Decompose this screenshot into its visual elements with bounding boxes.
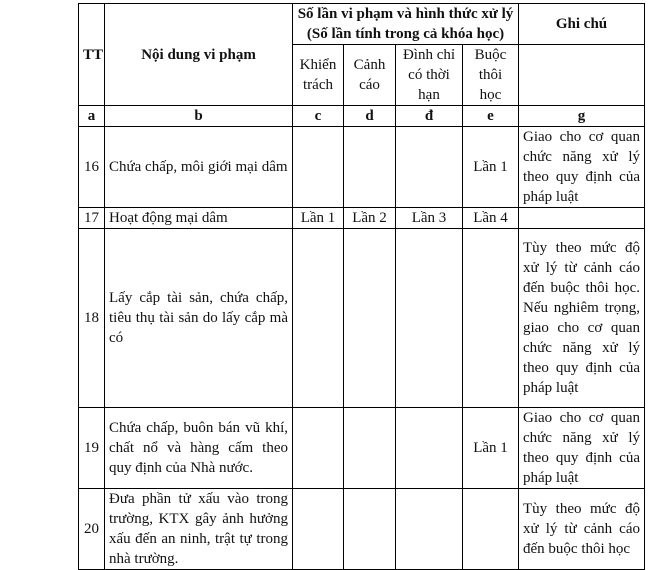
- row-tt: 18: [79, 229, 105, 408]
- header-tt: TT: [79, 4, 105, 106]
- header-suspension: Đình chỉ có thời hạn: [396, 45, 463, 106]
- row-suspension: [396, 127, 463, 208]
- table-row: [79, 229, 645, 408]
- row-tt: 20: [79, 489, 105, 570]
- row-warning: Lần 2: [344, 208, 396, 229]
- header-row-1: [79, 4, 645, 45]
- column-letter-row: [79, 106, 645, 127]
- letter-expulsion: e: [463, 106, 519, 127]
- row-reprimand: [293, 408, 344, 489]
- row-expulsion: [463, 229, 519, 408]
- letter-note: g: [519, 106, 645, 127]
- row-expulsion: Lần 4: [463, 208, 519, 229]
- header-penalty-group-line1: Số lần vi phạm và hình thức xử lý: [297, 6, 514, 22]
- row-note: Giao cho cơ quan chức năng xử lý theo quy định của pháp luật: [519, 408, 645, 489]
- row-reprimand: [293, 127, 344, 208]
- header-expulsion: Buộc thôi học: [463, 45, 519, 106]
- row-reprimand: [293, 489, 344, 570]
- letter-content: b: [105, 106, 293, 127]
- header-note-empty: [519, 45, 645, 106]
- header-note: Ghi chú: [519, 4, 645, 45]
- row-note: Tùy theo mức độ xử lý từ cảnh cáo đến buộc thôi học. Nếu nghiêm trọng, giao cho cơ quan chức năng xử lý theo quy định của pháp luật: [519, 229, 645, 408]
- header-warning: Cảnh cáo: [344, 45, 396, 106]
- row-tt: 19: [79, 408, 105, 489]
- row-suspension: [396, 408, 463, 489]
- row-warning: [344, 408, 396, 489]
- row-expulsion: Lần 1: [463, 408, 519, 489]
- row-note: Tùy theo mức độ xử lý từ cảnh cáo đến buộc thôi học: [519, 489, 645, 570]
- table-row: [79, 127, 645, 208]
- row-note: [519, 208, 645, 229]
- row-warning: [344, 229, 396, 408]
- row-suspension: [396, 489, 463, 570]
- table-row: [79, 208, 645, 229]
- row-content: Đưa phần tử xấu vào trong trường, KTX gây ảnh hưởng xấu đến an ninh, trật tự trong nhà trường.: [105, 489, 293, 570]
- row-content: Hoạt động mại dâm: [105, 208, 293, 229]
- row-expulsion: [463, 489, 519, 570]
- row-content: Lấy cắp tài sản, chứa chấp, tiêu thụ tài sản do lấy cắp mà có: [105, 229, 293, 408]
- letter-tt: a: [79, 106, 105, 127]
- header-penalty-group: [293, 4, 519, 45]
- row-tt: 16: [79, 127, 105, 208]
- row-reprimand: [293, 229, 344, 408]
- header-penalty-group-line2: (Số lần tính trong cả khóa học): [306, 26, 505, 42]
- letter-reprimand: c: [293, 106, 344, 127]
- row-tt: 17: [79, 208, 105, 229]
- row-warning: [344, 489, 396, 570]
- row-note: Giao cho cơ quan chức năng xử lý theo quy định của pháp luật: [519, 127, 645, 208]
- row-expulsion: Lần 1: [463, 127, 519, 208]
- letter-suspension: đ: [396, 106, 463, 127]
- row-suspension: Lần 3: [396, 208, 463, 229]
- row-content: Chứa chấp, môi giới mại dâm: [105, 127, 293, 208]
- table-row: [79, 489, 645, 570]
- letter-warning: d: [344, 106, 396, 127]
- row-reprimand: Lần 1: [293, 208, 344, 229]
- row-suspension: [396, 229, 463, 408]
- violations-table: [78, 3, 645, 570]
- table-row: [79, 408, 645, 489]
- header-reprimand: Khiển trách: [293, 45, 344, 106]
- row-warning: [344, 127, 396, 208]
- row-content: Chứa chấp, buôn bán vũ khí, chất nổ và hàng cấm theo quy định của Nhà nước.: [105, 408, 293, 489]
- header-content: Nội dung vi phạm: [105, 4, 293, 106]
